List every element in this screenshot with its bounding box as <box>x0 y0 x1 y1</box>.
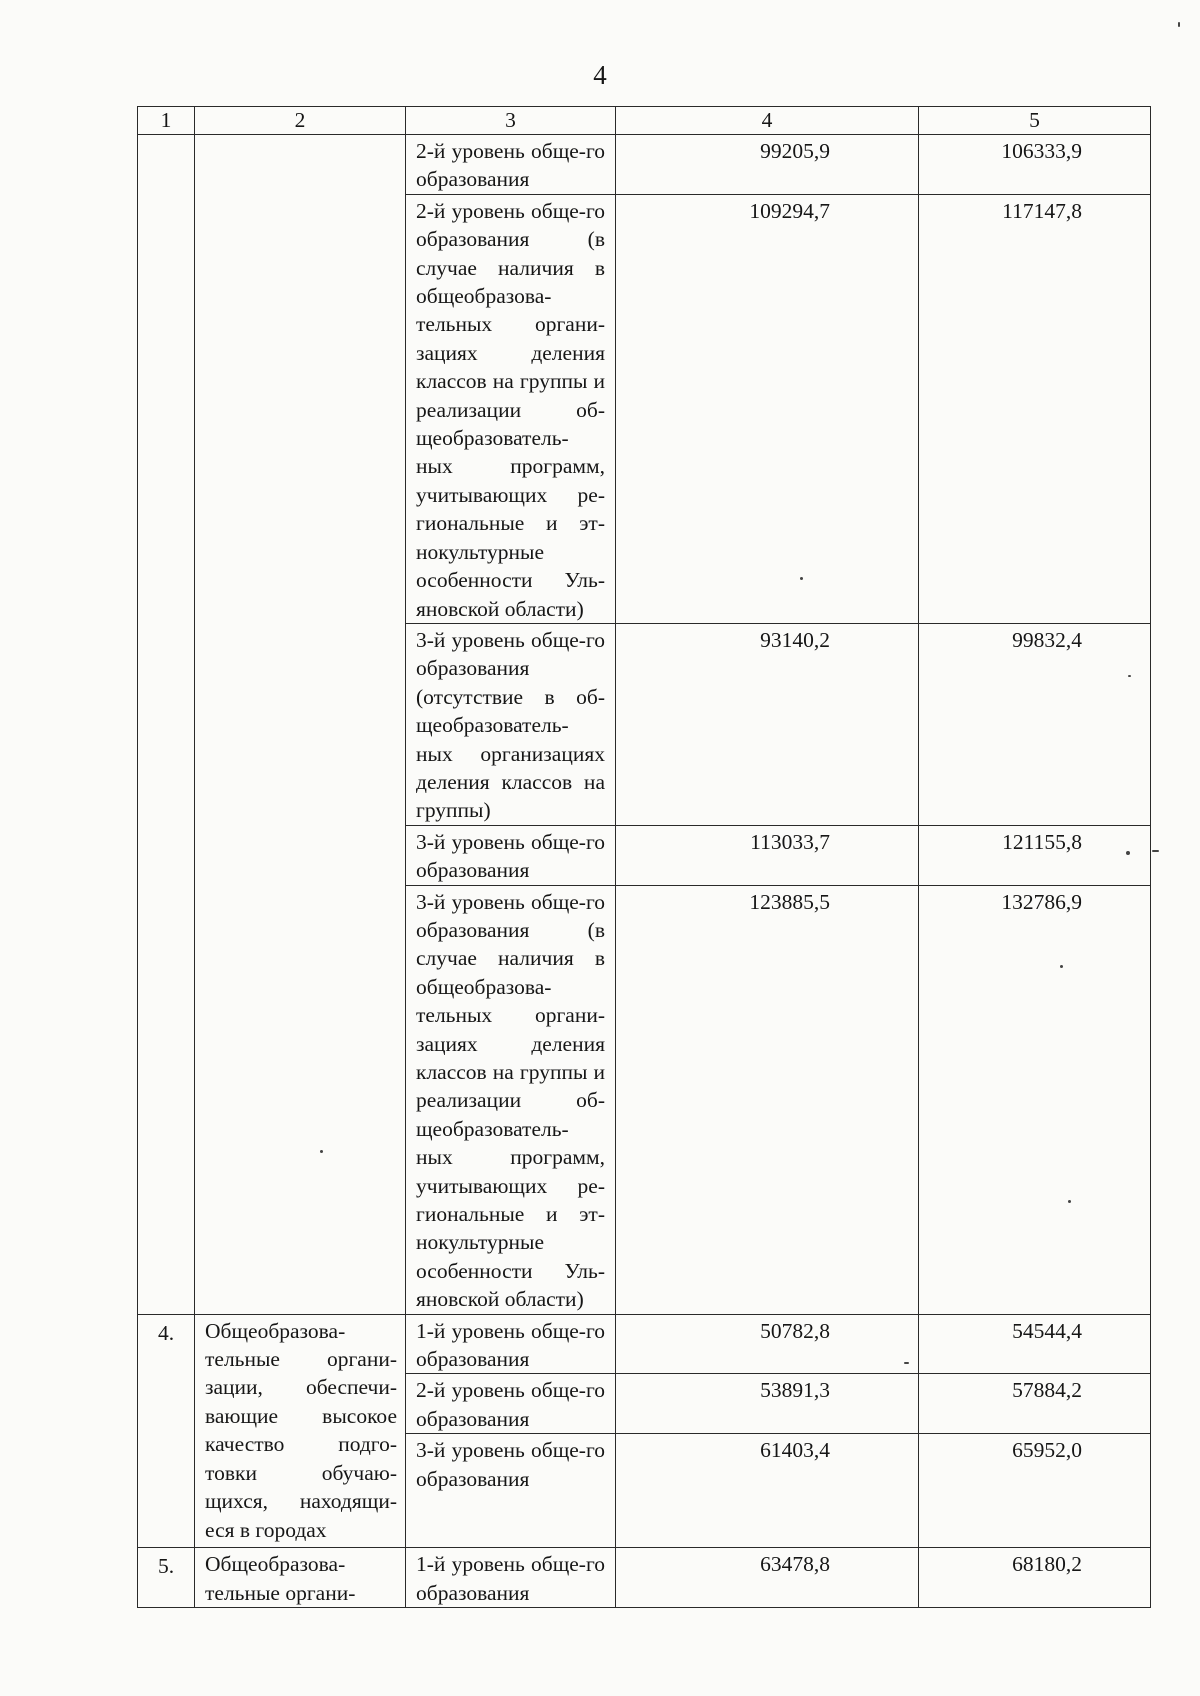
scan-speck <box>1152 850 1159 852</box>
column-header-2: 2 <box>195 107 406 135</box>
education-level-cell: 2-й уровень обще-го образования (в случае наличия в общеобразова-тельных органи-зациях деления классов на группы и реализации об-щеобразователь-ных программ, учитывающих ре-гиональные и эт-нокультурные особенности Уль-яновской области) <box>406 194 616 623</box>
value-col5-cell: 57884,2 <box>919 1374 1151 1434</box>
scan-speck <box>1128 675 1131 677</box>
education-level-cell: 3-й уровень обще-го образования <box>406 1434 616 1548</box>
scan-speck <box>904 1362 909 1364</box>
value-col4-cell: 63478,8 <box>616 1548 919 1608</box>
value-col4-cell: 61403,4 <box>616 1434 919 1548</box>
education-level-cell: 1-й уровень обще-го образования <box>406 1314 616 1374</box>
table-row <box>138 1314 1151 1374</box>
value-col4-cell: 123885,5 <box>616 885 919 1314</box>
row-number-cell <box>138 135 195 1315</box>
column-header-3: 3 <box>406 107 616 135</box>
value-col5-cell: 99832,4 <box>919 623 1151 825</box>
education-level-cell: 3-й уровень обще-го образования (отсутствие в об-щеобразователь-ных организациях деления классов на группы) <box>406 623 616 825</box>
scan-speck <box>1060 965 1063 968</box>
value-col5-cell: 121155,8 <box>919 825 1151 885</box>
value-col4-cell: 99205,9 <box>616 135 919 195</box>
table-row <box>138 1548 1151 1608</box>
tariff-table <box>137 106 1151 1608</box>
value-col4-cell: 109294,7 <box>616 194 919 623</box>
table-row <box>138 135 1151 195</box>
education-level-cell: 2-й уровень обще-го образования <box>406 135 616 195</box>
scan-speck <box>1178 22 1180 27</box>
column-header-4: 4 <box>616 107 919 135</box>
scan-speck <box>800 577 803 580</box>
education-level-cell: 3-й уровень обще-го образования (в случае наличия в общеобразова-тельных органи-зациях деления классов на группы и реализации об-щеобразователь-ных программ, учитывающих ре-гиональные и эт-нокультурные особенности Уль-яновской области) <box>406 885 616 1314</box>
column-header-5: 5 <box>919 107 1151 135</box>
column-header-1: 1 <box>138 107 195 135</box>
organization-type-cell <box>195 135 406 1315</box>
row-number-cell: 4. <box>138 1314 195 1548</box>
page-number: 4 <box>593 60 607 90</box>
value-col4-cell: 113033,7 <box>616 825 919 885</box>
table-header-row <box>138 107 1151 135</box>
scan-speck <box>1068 1200 1071 1203</box>
organization-type-cell: Общеобразова-тельные органи-зации, обеспечи-вающие высокое качество подго-товки обучаю-щихся, находящи-еся в городах <box>195 1314 406 1548</box>
scan-speck <box>1126 851 1130 855</box>
organization-type-cell: Общеобразова-тельные органи- <box>195 1548 406 1608</box>
value-col5-cell: 106333,9 <box>919 135 1151 195</box>
education-level-cell: 3-й уровень обще-го образования <box>406 825 616 885</box>
scan-speck <box>320 1150 323 1153</box>
value-col5-cell: 132786,9 <box>919 885 1151 1314</box>
value-col5-cell: 54544,4 <box>919 1314 1151 1374</box>
value-col5-cell: 65952,0 <box>919 1434 1151 1548</box>
value-col4-cell: 93140,2 <box>616 623 919 825</box>
education-level-cell: 2-й уровень обще-го образования <box>406 1374 616 1434</box>
value-col5-cell: 117147,8 <box>919 194 1151 623</box>
value-col4-cell: 53891,3 <box>616 1374 919 1434</box>
value-col5-cell: 68180,2 <box>919 1548 1151 1608</box>
education-level-cell: 1-й уровень обще-го образования <box>406 1548 616 1608</box>
value-col4-cell: 50782,8 <box>616 1314 919 1374</box>
row-number-cell: 5. <box>138 1548 195 1608</box>
